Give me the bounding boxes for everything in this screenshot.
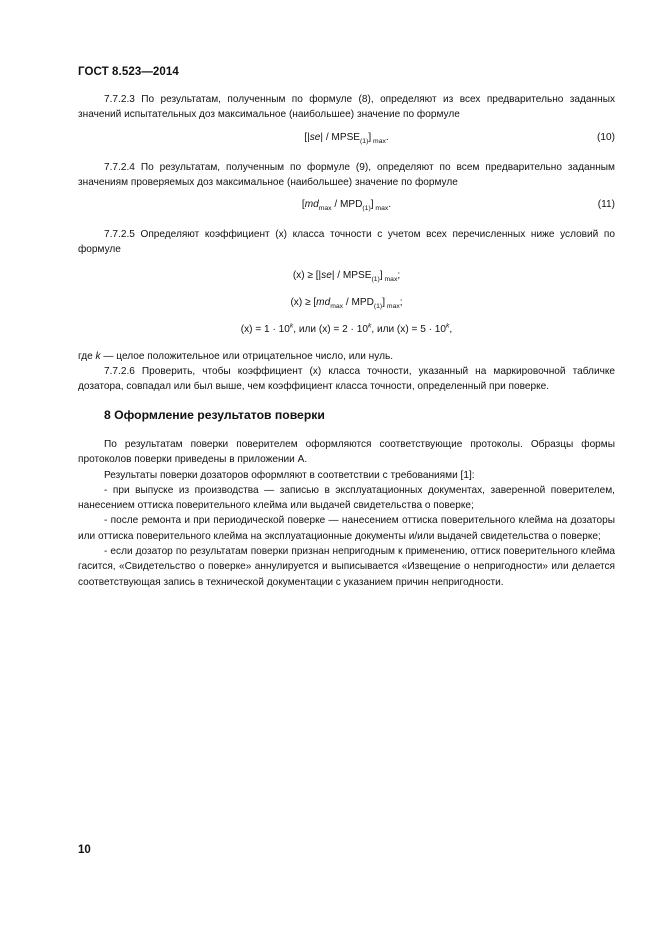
formula-10 xyxy=(78,130,615,146)
paragraph-7-7-2-4: 7.7.2.4 По результатам, полученным по формуле (9), определяют по всем предварительно заданным значениям проверяемых доз максимальное (наибольшее) значение по формуле xyxy=(78,161,615,188)
page-content xyxy=(78,92,615,590)
section-8-heading: 8 Оформление результатов поверки xyxy=(104,407,325,422)
formula-11 xyxy=(78,197,615,213)
paragraph-7-7-2-5: 7.7.2.5 Определяют коэффициент (х) класса точности с учетом всех перечисленных ниже условий по формуле xyxy=(78,229,615,256)
page-number: 10 xyxy=(78,844,91,856)
paragraph-8-production: - при выпуске из производства — записью в эксплуатационных документах, заверенной поверителем, нанесением оттиска поверительного клейма или выдачей свидетельства о поверке; xyxy=(78,484,615,512)
paragraph-8-requirements: Результаты поверки дозаторов оформляют в соответствии с требованиями [1]: xyxy=(104,469,475,481)
formula-10-number: (10) xyxy=(597,131,615,143)
condition-formula-2: $(х) \ge [md_{max} / MPD_{(1)}]$ $_{max}$; xyxy=(290,296,403,310)
where-clause: где k — целое положительное или отрицательное число, или нуль. xyxy=(78,350,394,362)
paragraph-8-repair: - после ремонта и при периодической поверке — нанесением оттиска поверительного клейма на дозаторы или оттиска поверительного клейма на эксплуатационные документы и/или выдачей свидетельства о поверке; xyxy=(78,515,615,542)
document-header: ГОСТ 8.523—2014 xyxy=(78,66,179,78)
formula-10-expression: $[|se| / MPSE_{(1)}]$ $_{max}$. xyxy=(304,131,389,145)
paragraph-8-protocols: По результатам поверки поверителем оформляются соответствующие протоколы. Образцы формы протоколов поверки приведены в приложении А. xyxy=(78,438,615,466)
condition-formula-1: $(х) \ge [|se| / MPSE_{(1)}]$ $_{max}$; xyxy=(292,269,401,283)
paragraph-7-7-2-6: 7.7.2.6 Проверить, чтобы коэффициент (х) класса точности, указанный на маркировочной табличке дозатора, совпадал или был выше, чем коэффициент класса точности, определенный при поверке. xyxy=(78,366,615,393)
paragraph-8-unfit: - если дозатор по результатам поверки признан непригодным к применению, оттиск поверительного клейма гасится, «Свидетельство о поверке» аннулируется и выписывается «Извещение о непригодности» или делается соответствующая запись в технической документации с указанием причин непригодности. xyxy=(78,546,615,588)
formula-11-expression: $[md_{max} / MPD_{(1)}]$ $_{max}$. xyxy=(301,199,392,213)
condition-formula-3: $(х) = 1 \cdot 10^k$, или $(х) = 2 \cdot 10^k$, или $(х) = 5 \cdot 10^k$, xyxy=(240,322,453,335)
formula-11-number: (11) xyxy=(597,199,615,211)
paragraph-7-7-2-3: 7.7.2.3 По результатам, полученным по формуле (8), определяют из всех предварительно заданных значений испытательных доз максимальное (наибольшее) значение по формуле xyxy=(78,94,615,121)
